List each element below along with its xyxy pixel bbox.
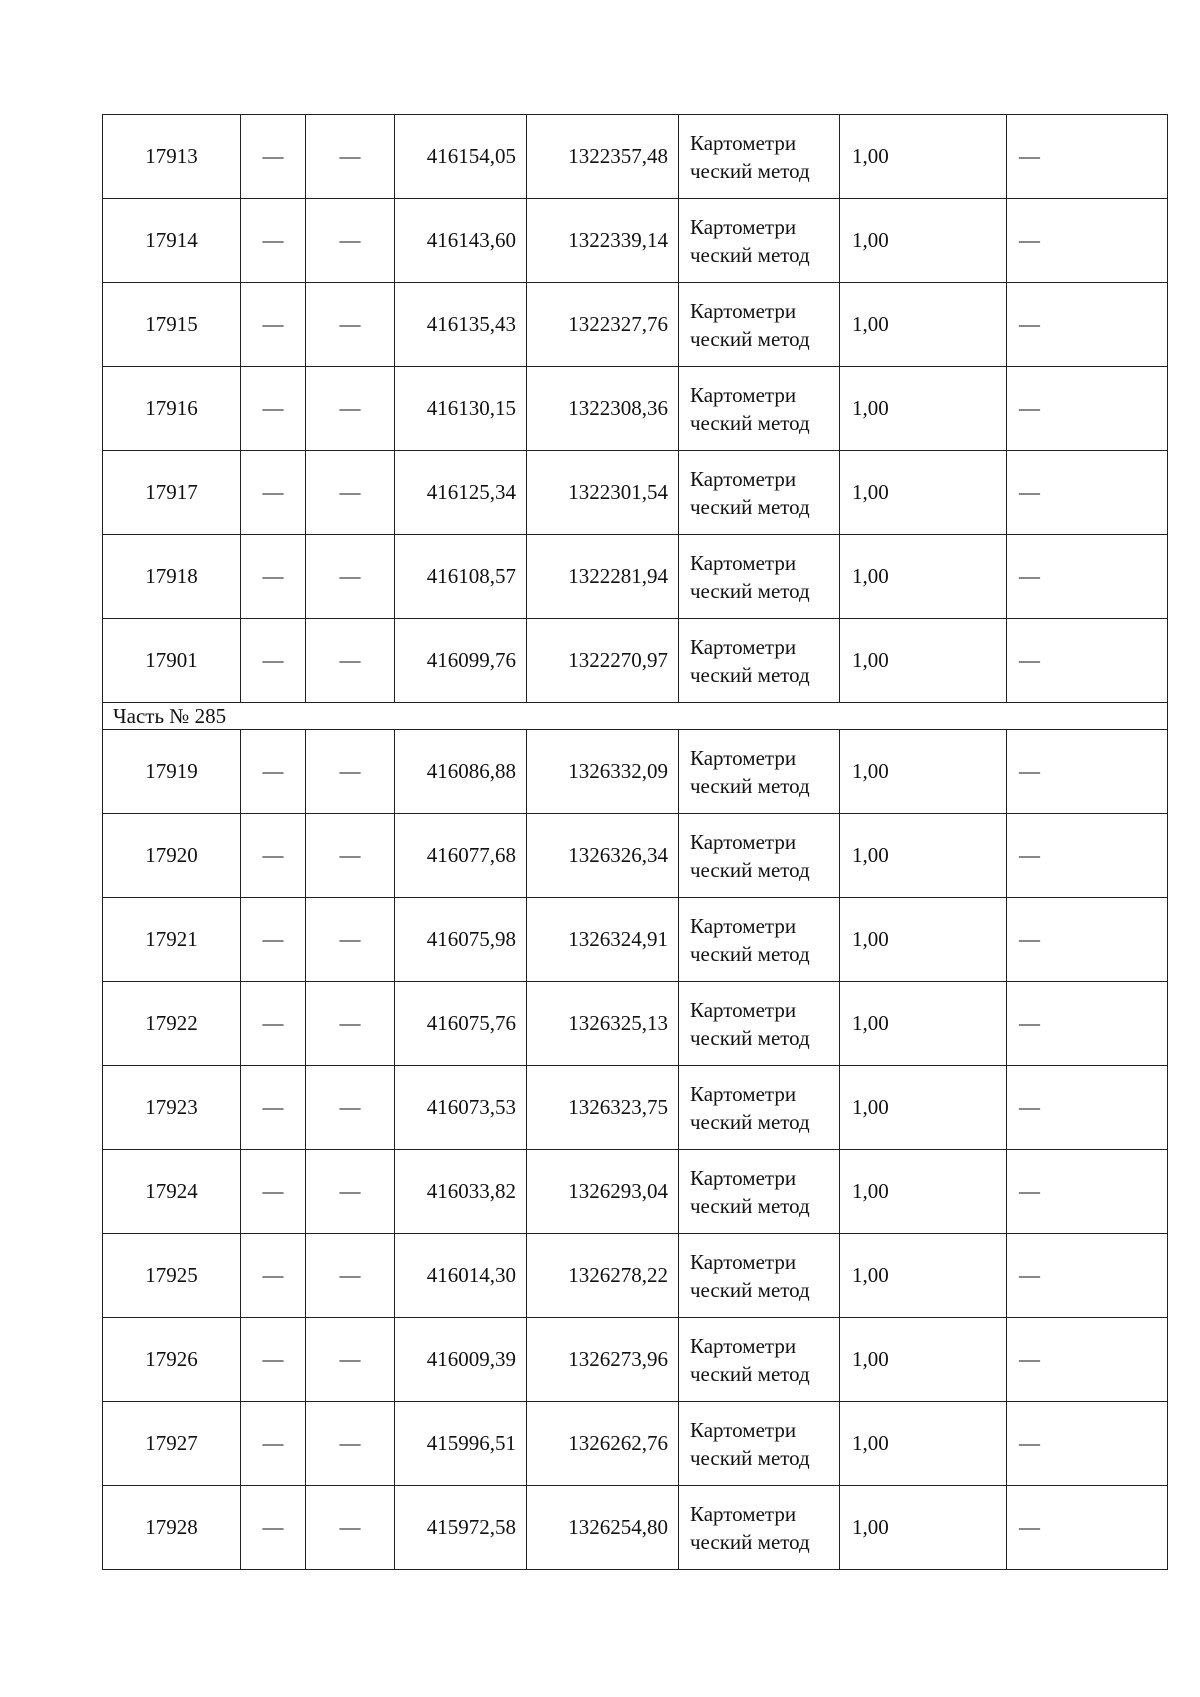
point-number-cell: 17928 [103, 1486, 241, 1570]
empty-dash-cell: — [306, 814, 395, 898]
accuracy-cell: 1,00 [840, 982, 1007, 1066]
empty-dash-cell: — [306, 1318, 395, 1402]
empty-dash-cell: — [306, 451, 395, 535]
table-row [103, 115, 1168, 199]
method-cell: Картометри ческий метод [679, 1150, 840, 1234]
method-cell: Картометри ческий метод [679, 1234, 840, 1318]
empty-dash-cell: — [241, 619, 306, 703]
method-cell: Картометри ческий метод [679, 535, 840, 619]
empty-dash-cell: — [306, 115, 395, 199]
method-cell: Картометри ческий метод [679, 115, 840, 199]
method-cell: Картометри ческий метод [679, 451, 840, 535]
point-number-cell: 17920 [103, 814, 241, 898]
accuracy-cell: 1,00 [840, 1234, 1007, 1318]
y-coordinate-cell: 1322357,48 [527, 115, 679, 199]
table-row [103, 535, 1168, 619]
table-body-before [103, 115, 1168, 703]
accuracy-cell: 1,00 [840, 619, 1007, 703]
empty-dash-cell: — [306, 982, 395, 1066]
empty-dash-cell: — [241, 982, 306, 1066]
empty-dash-cell: — [241, 367, 306, 451]
table-row [103, 367, 1168, 451]
accuracy-cell: 1,00 [840, 451, 1007, 535]
x-coordinate-cell: 416108,57 [395, 535, 527, 619]
y-coordinate-cell: 1326324,91 [527, 898, 679, 982]
empty-dash-cell: — [306, 367, 395, 451]
empty-dash-cell: — [306, 535, 395, 619]
empty-dash-cell: — [241, 814, 306, 898]
x-coordinate-cell: 416077,68 [395, 814, 527, 898]
table-row [103, 1150, 1168, 1234]
method-cell: Картометри ческий метод [679, 730, 840, 814]
table-row [103, 619, 1168, 703]
x-coordinate-cell: 416033,82 [395, 1150, 527, 1234]
x-coordinate-cell: 416154,05 [395, 115, 527, 199]
x-coordinate-cell: 416014,30 [395, 1234, 527, 1318]
x-coordinate-cell: 416099,76 [395, 619, 527, 703]
point-number-cell: 17926 [103, 1318, 241, 1402]
empty-dash-cell: — [306, 1234, 395, 1318]
empty-dash-cell: — [241, 115, 306, 199]
point-number-cell: 17914 [103, 199, 241, 283]
x-coordinate-cell: 416130,15 [395, 367, 527, 451]
point-number-cell: 17913 [103, 115, 241, 199]
table-row [103, 283, 1168, 367]
table-row [103, 730, 1168, 814]
y-coordinate-cell: 1322308,36 [527, 367, 679, 451]
x-coordinate-cell: 416086,88 [395, 730, 527, 814]
table-row [103, 1486, 1168, 1570]
part-header-row [103, 703, 1168, 730]
empty-dash-cell: — [241, 1066, 306, 1150]
accuracy-cell: 1,00 [840, 115, 1007, 199]
accuracy-cell: 1,00 [840, 814, 1007, 898]
coordinates-table [102, 114, 1168, 1570]
description-dash-cell: — [1007, 730, 1168, 814]
description-dash-cell: — [1007, 535, 1168, 619]
x-coordinate-cell: 415996,51 [395, 1402, 527, 1486]
y-coordinate-cell: 1326254,80 [527, 1486, 679, 1570]
method-cell: Картометри ческий метод [679, 814, 840, 898]
empty-dash-cell: — [306, 1066, 395, 1150]
empty-dash-cell: — [241, 1486, 306, 1570]
accuracy-cell: 1,00 [840, 535, 1007, 619]
method-cell: Картометри ческий метод [679, 199, 840, 283]
empty-dash-cell: — [241, 199, 306, 283]
y-coordinate-cell: 1326326,34 [527, 814, 679, 898]
description-dash-cell: — [1007, 1066, 1168, 1150]
x-coordinate-cell: 416143,60 [395, 199, 527, 283]
method-cell: Картометри ческий метод [679, 1318, 840, 1402]
accuracy-cell: 1,00 [840, 1318, 1007, 1402]
description-dash-cell: — [1007, 115, 1168, 199]
empty-dash-cell: — [241, 535, 306, 619]
empty-dash-cell: — [241, 1234, 306, 1318]
point-number-cell: 17917 [103, 451, 241, 535]
x-coordinate-cell: 416009,39 [395, 1318, 527, 1402]
description-dash-cell: — [1007, 451, 1168, 535]
empty-dash-cell: — [306, 898, 395, 982]
accuracy-cell: 1,00 [840, 1150, 1007, 1234]
method-cell: Картометри ческий метод [679, 283, 840, 367]
description-dash-cell: — [1007, 1318, 1168, 1402]
table-row [103, 451, 1168, 535]
x-coordinate-cell: 416075,98 [395, 898, 527, 982]
part-label: Часть № 285 [103, 703, 1168, 730]
description-dash-cell: — [1007, 1234, 1168, 1318]
empty-dash-cell: — [306, 619, 395, 703]
accuracy-cell: 1,00 [840, 367, 1007, 451]
accuracy-cell: 1,00 [840, 1402, 1007, 1486]
y-coordinate-cell: 1322270,97 [527, 619, 679, 703]
table-row [103, 1318, 1168, 1402]
description-dash-cell: — [1007, 367, 1168, 451]
empty-dash-cell: — [241, 451, 306, 535]
table-row [103, 1402, 1168, 1486]
y-coordinate-cell: 1326293,04 [527, 1150, 679, 1234]
accuracy-cell: 1,00 [840, 1066, 1007, 1150]
y-coordinate-cell: 1326332,09 [527, 730, 679, 814]
point-number-cell: 17924 [103, 1150, 241, 1234]
x-coordinate-cell: 416135,43 [395, 283, 527, 367]
y-coordinate-cell: 1326273,96 [527, 1318, 679, 1402]
empty-dash-cell: — [241, 283, 306, 367]
description-dash-cell: — [1007, 1486, 1168, 1570]
y-coordinate-cell: 1326278,22 [527, 1234, 679, 1318]
part-section [103, 703, 1168, 730]
empty-dash-cell: — [241, 1150, 306, 1234]
description-dash-cell: — [1007, 619, 1168, 703]
x-coordinate-cell: 416075,76 [395, 982, 527, 1066]
empty-dash-cell: — [306, 1150, 395, 1234]
accuracy-cell: 1,00 [840, 199, 1007, 283]
method-cell: Картометри ческий метод [679, 1486, 840, 1570]
empty-dash-cell: — [241, 730, 306, 814]
point-number-cell: 17927 [103, 1402, 241, 1486]
y-coordinate-cell: 1322327,76 [527, 283, 679, 367]
accuracy-cell: 1,00 [840, 898, 1007, 982]
y-coordinate-cell: 1322301,54 [527, 451, 679, 535]
description-dash-cell: — [1007, 283, 1168, 367]
x-coordinate-cell: 416125,34 [395, 451, 527, 535]
method-cell: Картометри ческий метод [679, 982, 840, 1066]
description-dash-cell: — [1007, 1150, 1168, 1234]
method-cell: Картометри ческий метод [679, 619, 840, 703]
y-coordinate-cell: 1326323,75 [527, 1066, 679, 1150]
empty-dash-cell: — [306, 199, 395, 283]
table-row [103, 814, 1168, 898]
accuracy-cell: 1,00 [840, 283, 1007, 367]
table-body-after [103, 730, 1168, 1570]
x-coordinate-cell: 416073,53 [395, 1066, 527, 1150]
point-number-cell: 17919 [103, 730, 241, 814]
y-coordinate-cell: 1326325,13 [527, 982, 679, 1066]
description-dash-cell: — [1007, 814, 1168, 898]
empty-dash-cell: — [241, 1402, 306, 1486]
point-number-cell: 17901 [103, 619, 241, 703]
y-coordinate-cell: 1322339,14 [527, 199, 679, 283]
description-dash-cell: — [1007, 199, 1168, 283]
method-cell: Картометри ческий метод [679, 1402, 840, 1486]
accuracy-cell: 1,00 [840, 730, 1007, 814]
point-number-cell: 17922 [103, 982, 241, 1066]
empty-dash-cell: — [306, 1402, 395, 1486]
method-cell: Картометри ческий метод [679, 898, 840, 982]
method-cell: Картометри ческий метод [679, 1066, 840, 1150]
table-row [103, 982, 1168, 1066]
description-dash-cell: — [1007, 1402, 1168, 1486]
point-number-cell: 17918 [103, 535, 241, 619]
empty-dash-cell: — [306, 730, 395, 814]
empty-dash-cell: — [306, 283, 395, 367]
table-row [103, 1234, 1168, 1318]
table-row [103, 1066, 1168, 1150]
description-dash-cell: — [1007, 898, 1168, 982]
empty-dash-cell: — [306, 1486, 395, 1570]
method-cell: Картометри ческий метод [679, 367, 840, 451]
y-coordinate-cell: 1322281,94 [527, 535, 679, 619]
accuracy-cell: 1,00 [840, 1486, 1007, 1570]
point-number-cell: 17915 [103, 283, 241, 367]
x-coordinate-cell: 415972,58 [395, 1486, 527, 1570]
table-row [103, 199, 1168, 283]
point-number-cell: 17923 [103, 1066, 241, 1150]
point-number-cell: 17925 [103, 1234, 241, 1318]
description-dash-cell: — [1007, 982, 1168, 1066]
empty-dash-cell: — [241, 1318, 306, 1402]
empty-dash-cell: — [241, 898, 306, 982]
y-coordinate-cell: 1326262,76 [527, 1402, 679, 1486]
point-number-cell: 17916 [103, 367, 241, 451]
point-number-cell: 17921 [103, 898, 241, 982]
table-row [103, 898, 1168, 982]
